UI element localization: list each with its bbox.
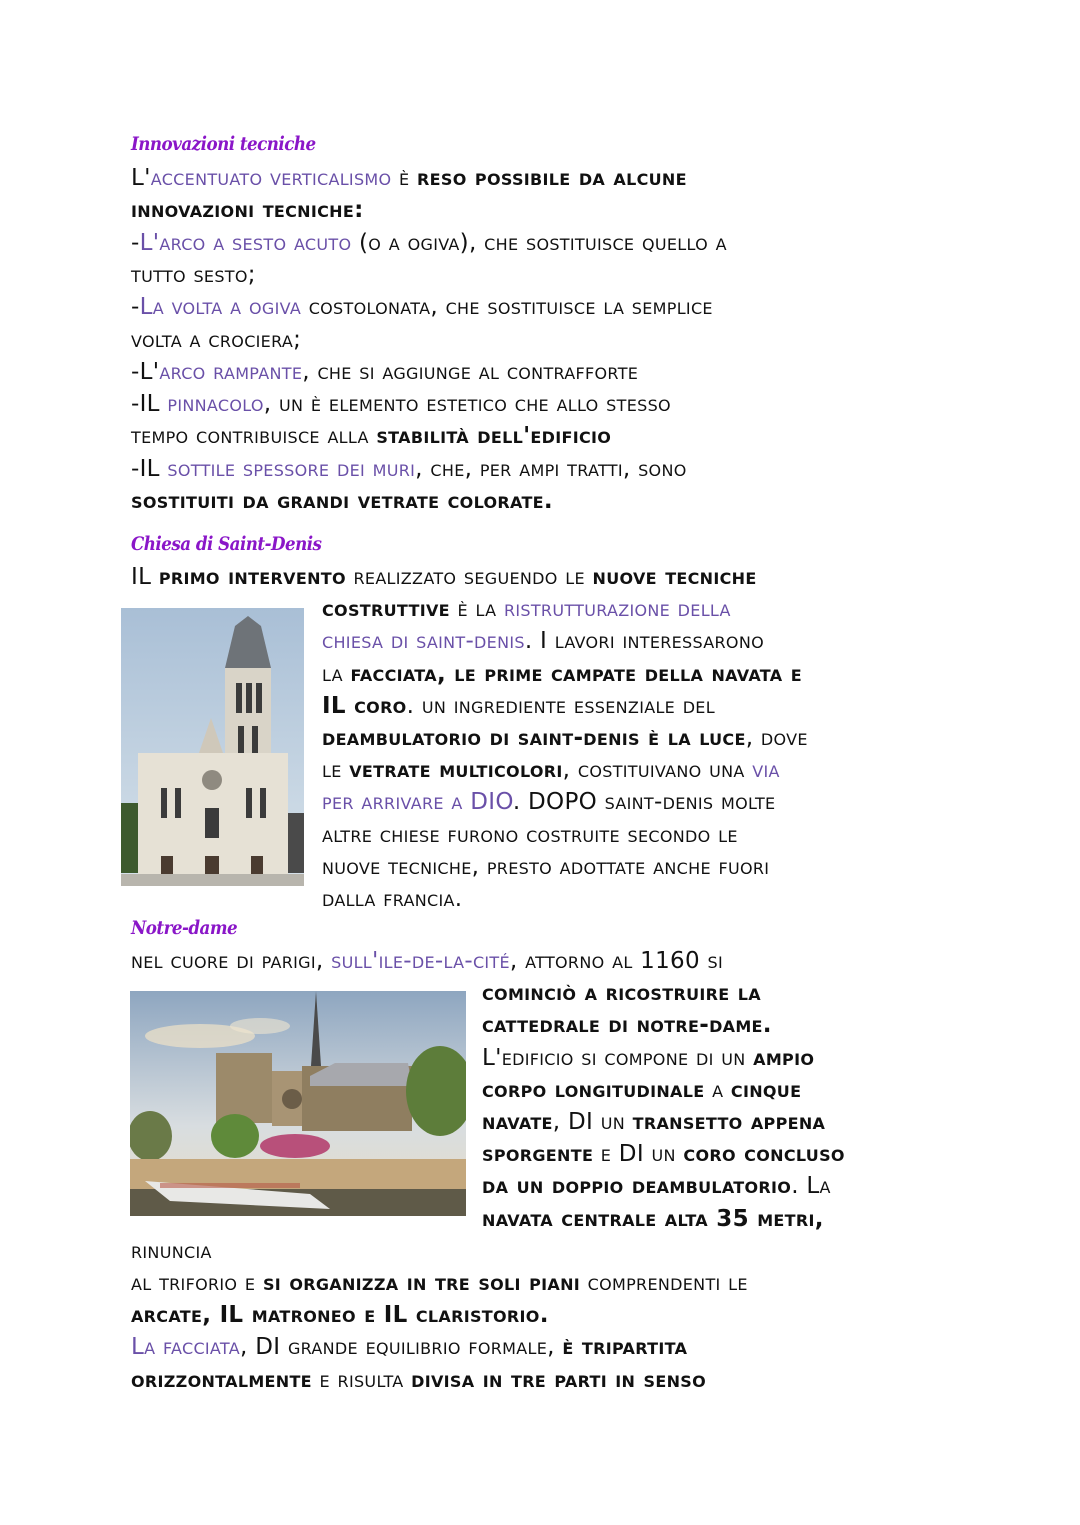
text-line xyxy=(322,754,780,786)
bold-text: navate xyxy=(482,1109,553,1135)
bold-text: sporgente xyxy=(482,1141,594,1168)
text-span: tutto sesto; xyxy=(131,261,256,288)
highlighted-term: via xyxy=(752,757,780,784)
text-line xyxy=(322,690,715,722)
bold-text: da un doppio deambulatorio xyxy=(482,1173,792,1200)
text-line xyxy=(322,883,462,915)
text-line xyxy=(322,593,731,625)
highlighted-term: arco rampante xyxy=(159,358,303,385)
bold-text: deambulatorio di saint-denis è la luce xyxy=(322,725,746,751)
text-line xyxy=(482,1203,824,1235)
text-line xyxy=(131,388,671,420)
bold-text: ampio xyxy=(753,1044,815,1071)
text-line xyxy=(131,324,301,356)
text-span: comprendenti le xyxy=(580,1270,748,1296)
highlighted-term: pinnacolo xyxy=(167,391,264,418)
heading-notre-dame: Notre-dame xyxy=(131,917,238,939)
text-line xyxy=(482,1074,801,1106)
text-span: - xyxy=(131,229,140,256)
text-line xyxy=(131,194,364,226)
bold-text: vetrate multicolori xyxy=(349,757,563,784)
text-span: - xyxy=(131,294,140,321)
bold-text: cinque xyxy=(730,1076,802,1103)
text-line xyxy=(131,420,611,452)
text-span: , dove xyxy=(745,725,808,751)
highlighted-term: L'arco a sesto acuto xyxy=(139,229,352,256)
text-span: nuove tecniche, presto adottate anche fuori xyxy=(322,853,770,880)
highlighted-term: sull'ile-de-la-cité xyxy=(331,948,510,974)
text-span: . La xyxy=(791,1173,831,1200)
bold-text: costruttive xyxy=(322,596,450,623)
bold-text: innovazioni tecniche: xyxy=(131,197,364,224)
text-line xyxy=(131,1267,748,1299)
text-line xyxy=(322,851,769,883)
text-span: e DI un xyxy=(593,1141,684,1168)
text-line xyxy=(322,658,802,690)
text-line xyxy=(131,162,687,194)
highlighted-term: La facciata xyxy=(131,1334,241,1361)
highlighted-term: chiesa di saint-denis xyxy=(322,628,525,655)
text-span: tempo contribuisce alla xyxy=(131,423,377,450)
highlighted-term: ristrutturazione della xyxy=(503,596,731,623)
highlighted-term: accentuato verticalismo xyxy=(150,165,392,191)
text-span: a xyxy=(704,1076,731,1103)
bold-text: navata centrale alta 35 metri, xyxy=(482,1205,824,1232)
text-span: . I lavori interessarono xyxy=(524,628,764,655)
text-span: IL xyxy=(131,564,159,590)
bold-text: facciata, le prime campate della navata e xyxy=(350,660,803,687)
text-span: la xyxy=(322,660,351,687)
text-span: e risulta xyxy=(311,1366,412,1393)
bold-text: cominciò a ricostruire la xyxy=(482,980,761,1007)
highlighted-term: La volta a ogiva xyxy=(139,294,302,321)
bold-text: reso possibile da alcune xyxy=(417,165,687,191)
text-line xyxy=(322,819,738,851)
highlighted-term: per arrivare a DIO xyxy=(322,789,513,816)
text-line xyxy=(131,1364,706,1396)
text-line xyxy=(131,291,713,323)
text-span: , DI un xyxy=(552,1109,633,1135)
text-line xyxy=(482,1042,814,1074)
text-span: costolonata, che sostituisce la semplice xyxy=(301,294,713,321)
text-line xyxy=(131,227,727,259)
bold-text: stabilità dell'edificio xyxy=(376,423,612,450)
text-span: realizzato seguendo le xyxy=(345,564,593,590)
text-line xyxy=(482,1009,772,1041)
text-line xyxy=(322,722,808,754)
text-span: nel cuore di parigi, xyxy=(131,948,332,974)
text-span: -L' xyxy=(131,358,160,385)
text-line xyxy=(131,485,553,517)
text-span: , DI grande equilibrio formale, xyxy=(240,1334,563,1361)
text-span: L'edificio si compone di un xyxy=(482,1044,754,1071)
bold-text: nuove tecniche xyxy=(592,564,757,590)
heading-innovazioni: Innovazioni tecniche xyxy=(131,133,316,155)
text-span: dalla francia. xyxy=(322,886,463,912)
bold-text: orizzontalmente xyxy=(131,1366,312,1393)
text-line xyxy=(482,1106,825,1138)
saint-denis-image xyxy=(121,608,304,886)
text-span: al triforio e xyxy=(131,1270,263,1296)
notre-dame-image xyxy=(130,991,466,1216)
bold-text: primo intervento xyxy=(158,564,346,590)
highlighted-term: sottile spessore dei muri xyxy=(167,455,416,482)
text-line xyxy=(482,1138,845,1170)
text-line xyxy=(131,453,687,485)
text-span: (o a ogiva), che sostituisce quello a xyxy=(351,229,727,256)
text-line xyxy=(131,1235,212,1267)
bold-text: sostituiti da grandi vetrate colorate. xyxy=(131,488,553,514)
bold-text: arcate, IL matroneo e IL claristorio. xyxy=(131,1302,549,1329)
bold-text: transetto appena xyxy=(632,1109,826,1135)
bold-text: divisa in tre parti in senso xyxy=(411,1366,706,1393)
text-line xyxy=(322,625,764,657)
text-line xyxy=(131,1299,549,1331)
text-line xyxy=(322,786,775,818)
text-span: altre chiese furono costruite secondo le xyxy=(322,821,738,848)
text-span: , costituivano una xyxy=(562,757,753,784)
text-span: , un è elemento estetico che allo stesso xyxy=(263,391,671,418)
text-span: -IL xyxy=(131,455,168,482)
bold-text: si organizza in tre soli piani xyxy=(262,1270,581,1296)
text-line xyxy=(131,1331,687,1363)
text-span: , che si aggiunge al contrafforte xyxy=(302,358,639,385)
text-span: le xyxy=(322,757,350,784)
text-span: L' xyxy=(131,165,151,191)
text-line xyxy=(131,259,256,291)
text-line xyxy=(482,977,761,1009)
text-span: è la xyxy=(449,596,504,623)
text-span: volta a crociera; xyxy=(131,326,302,353)
text-line xyxy=(482,1170,831,1202)
text-span: , attorno al 1160 si xyxy=(509,948,723,974)
heading-saint-denis: Chiesa di Saint-Denis xyxy=(131,533,322,555)
bold-text: è tripartita xyxy=(562,1334,688,1361)
bold-text: cattedrale di notre-dame. xyxy=(482,1012,772,1039)
text-span: , che, per ampi tratti, sono xyxy=(415,455,687,482)
text-line xyxy=(131,945,723,977)
text-line xyxy=(131,561,757,593)
bold-text: corpo longitudinale xyxy=(482,1076,705,1103)
text-span: è xyxy=(391,165,418,191)
bold-text: IL coro xyxy=(322,692,407,719)
text-span: rinuncia xyxy=(131,1237,212,1264)
text-span: . DOPO saint-denis molte xyxy=(512,789,776,816)
text-span: -IL xyxy=(131,391,168,418)
text-line xyxy=(131,356,638,388)
bold-text: coro concluso xyxy=(683,1141,845,1168)
text-span: . un ingrediente essenziale del xyxy=(406,692,715,719)
